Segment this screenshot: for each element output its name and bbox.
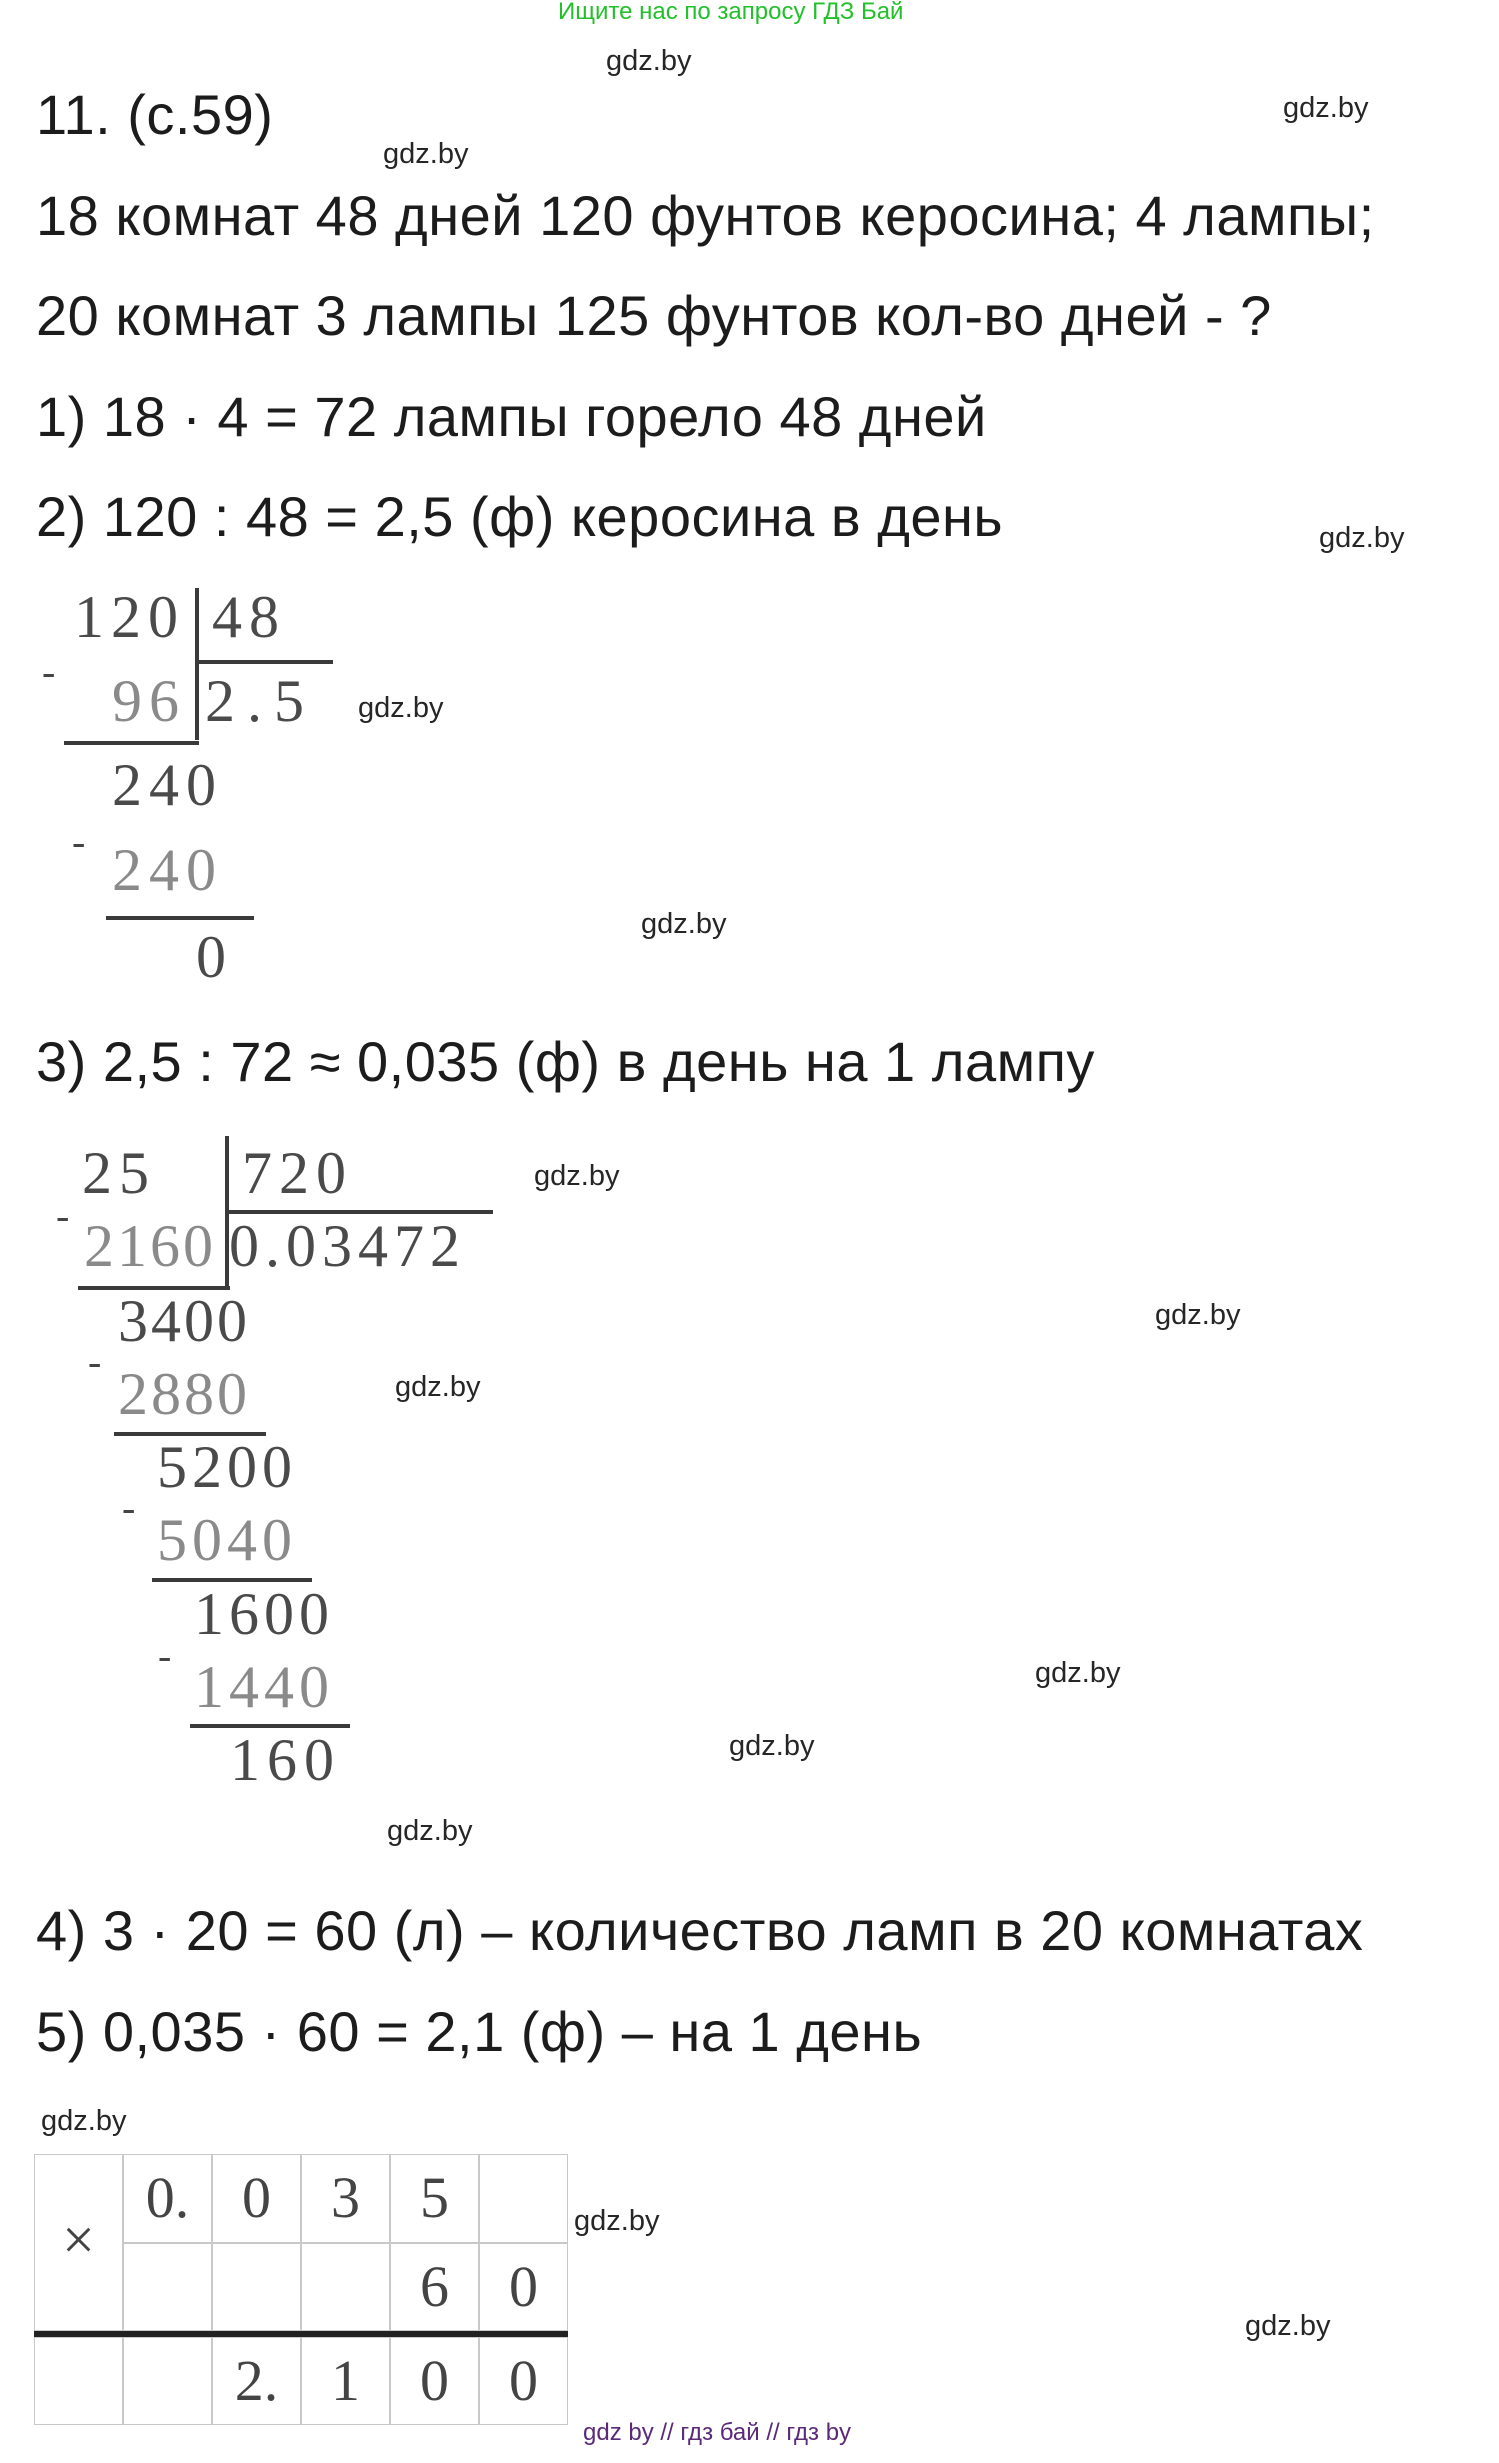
subtrahend: 1440 xyxy=(194,1654,334,1720)
watermark: gdz.by xyxy=(1319,522,1405,554)
footer-links[interactable]: gdz by // гдз бай // гдз by xyxy=(583,2419,852,2446)
grid-cell: 0. xyxy=(123,2154,212,2243)
subtrahend: 2880 xyxy=(118,1361,250,1427)
given-line-2: 20 комнат 3 лампы 125 фунтов кол-во дней - ? xyxy=(36,284,1272,347)
subtraction-line xyxy=(106,916,254,920)
dividend: 120 xyxy=(74,584,185,650)
step-1: 1) 18 · 4 = 72 лампы горело 48 дней xyxy=(36,385,987,448)
watermark: gdz.by xyxy=(1245,2310,1331,2342)
remainder: 160 xyxy=(230,1727,341,1793)
minus-sign: - xyxy=(158,1633,172,1678)
watermark: gdz.by xyxy=(387,1815,473,1847)
grid-cell: 1 xyxy=(301,2337,390,2425)
watermark: gdz.by xyxy=(1283,92,1369,124)
watermark: gdz.by xyxy=(383,138,469,170)
step-4: 4) 3 · 20 = 60 (л) – количество ламп в 20 комнатах xyxy=(36,1899,1364,1962)
watermark: gdz.by xyxy=(358,692,444,724)
remainder: 3400 xyxy=(118,1288,250,1354)
watermark: gdz.by xyxy=(1035,1657,1121,1689)
minus-sign: - xyxy=(88,1339,102,1384)
divisor-underline xyxy=(197,660,333,664)
subtrahend: 2160 xyxy=(84,1213,216,1279)
step-2: 2) 120 : 48 = 2,5 (ф) керосина в день xyxy=(36,485,1004,548)
watermark: gdz.by xyxy=(534,1160,620,1192)
grid-cell xyxy=(212,2243,301,2331)
search-hint: Ищите нас по запросу ГДЗ Бай xyxy=(558,0,904,25)
grid-cell: 2. xyxy=(212,2337,301,2425)
watermark: gdz.by xyxy=(574,2205,660,2237)
grid-cell: 6 xyxy=(390,2243,479,2331)
task-title: 11. (с.59) xyxy=(36,83,274,146)
grid-cell: 5 xyxy=(390,2154,479,2243)
watermark: gdz.by xyxy=(1155,1299,1241,1331)
step-5: 5) 0,035 · 60 = 2,1 (ф) – на 1 день xyxy=(36,2000,923,2063)
minus-sign: - xyxy=(122,1485,136,1530)
grid-cell xyxy=(123,2243,212,2331)
grid-cell: 0 xyxy=(212,2154,301,2243)
division-bar xyxy=(195,588,199,740)
minus-sign: - xyxy=(42,649,56,694)
multiply-sign: × xyxy=(34,2154,123,2331)
watermark: gdz.by xyxy=(641,908,727,940)
grid-cell: 0 xyxy=(479,2337,568,2425)
watermark: gdz.by xyxy=(41,2105,127,2137)
remainder: 1600 xyxy=(194,1581,334,1647)
subtrahend: 240 xyxy=(112,837,223,903)
minus-sign: - xyxy=(56,1193,70,1238)
watermark: gdz.by xyxy=(606,45,692,77)
quotient: 2.5 xyxy=(205,668,316,734)
dividend: 25 xyxy=(82,1140,156,1206)
grid-cell: 3 xyxy=(301,2154,390,2243)
grid-cell: 0 xyxy=(479,2243,568,2331)
grid-cell xyxy=(123,2337,212,2425)
remainder: 240 xyxy=(112,752,223,818)
grid-cell xyxy=(479,2154,568,2243)
watermark: gdz.by xyxy=(729,1730,815,1762)
minus-sign: - xyxy=(72,819,86,864)
divisor: 720 xyxy=(242,1140,353,1206)
grid-cell xyxy=(34,2337,123,2425)
subtraction-line xyxy=(64,741,199,745)
subtrahend: 5040 xyxy=(157,1507,297,1573)
grid-cell xyxy=(301,2243,390,2331)
step-3: 3) 2,5 : 72 ≈ 0,035 (ф) в день на 1 лампу xyxy=(36,1030,1095,1093)
subtrahend: 96 xyxy=(112,668,186,734)
remainder: 5200 xyxy=(157,1434,297,1500)
quotient: 0.03472 xyxy=(229,1213,466,1279)
watermark: gdz.by xyxy=(395,1371,481,1403)
given-line-1: 18 комнат 48 дней 120 фунтов керосина; 4 лампы; xyxy=(36,184,1375,247)
remainder: 0 xyxy=(196,924,233,990)
grid-cell: 0 xyxy=(390,2337,479,2425)
divisor: 48 xyxy=(212,584,286,650)
